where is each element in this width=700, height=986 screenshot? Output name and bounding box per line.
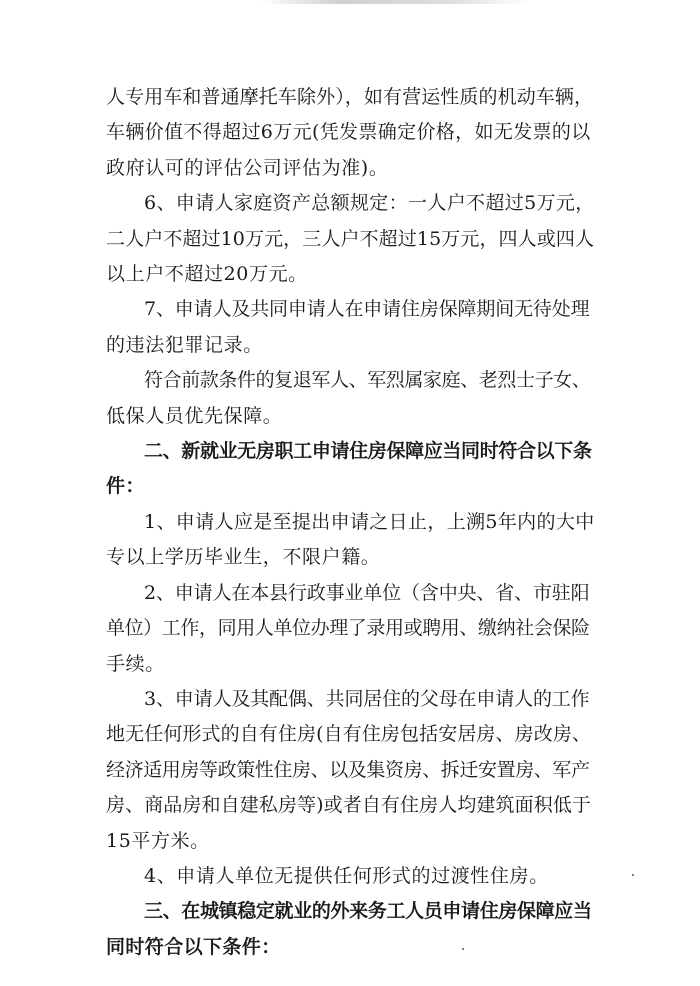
text-line: 政府认可的评估公司评估为准)。 — [106, 156, 389, 179]
scan-artifact-top — [260, 0, 530, 4]
section-heading-line: 件： — [106, 475, 145, 498]
section-heading-line: 二、新就业无房职工申请住房保障应当同时符合以下条 — [144, 440, 592, 463]
text-line: 7、申请人及共同申请人在申请住房保障期间无待处理 — [144, 298, 590, 321]
text-line: 符合前款条件的复退军人、军烈属家庭、老烈士子女、 — [144, 369, 591, 392]
text-line: 以上户不超过20万元。 — [106, 263, 308, 286]
text-line: 低保人员优先保障。 — [106, 404, 283, 427]
text-line: 4、申请人单位无提供任何形式的过渡性住房。 — [144, 864, 549, 887]
text-line: 1、申请人应是至提出申请之日止，上溯5年内的大中 — [144, 510, 595, 533]
text-line: 15平方米。 — [106, 829, 210, 852]
document-body — [106, 80, 594, 965]
text-line: 经济适用房等政策性住房、以及集资房、拆迁安置房、军产 — [106, 758, 590, 781]
text-line: 地无任何形式的自有住房(自有住房包括安居房、房改房、 — [106, 723, 592, 746]
text-line: 人专用车和普通摩托车除外），如有营运性质的机动车辆， — [106, 86, 594, 108]
text-line: 车辆价值不得超过6万元(凭发票确定价格，如无发票的以 — [106, 121, 591, 144]
text-line: 6、申请人家庭资产总额规定：一人户不超过5万元， — [144, 192, 595, 215]
text-line: 2、申请人在本县行政事业单位（含中央、省、市驻阳 — [144, 581, 590, 604]
text-line: 二人户不超过10万元，三人户不超过15万元，四人或四人 — [106, 227, 595, 250]
scan-speck — [462, 948, 464, 950]
text-line: 手续。 — [106, 652, 165, 675]
text-line: 3、申请人及其配偶、共同居住的父母在申请人的工作 — [144, 687, 590, 710]
section-heading-line: 三、在城镇稳定就业的外来务工人员申请住房保障应当 — [144, 900, 592, 923]
text-line: 的违法犯罪记录。 — [106, 333, 263, 356]
scan-speck — [632, 874, 634, 876]
text-line: 房、商品房和自建私房等)或者自有住房人均建筑面积低于 — [106, 794, 592, 817]
text-line: 单位）工作，同用人单位办理了录用或聘用、缴纳社会保险 — [106, 617, 590, 640]
text-line: 专以上学历毕业生，不限户籍。 — [106, 546, 381, 569]
section-heading-line: 同时符合以下条件： — [106, 935, 281, 958]
